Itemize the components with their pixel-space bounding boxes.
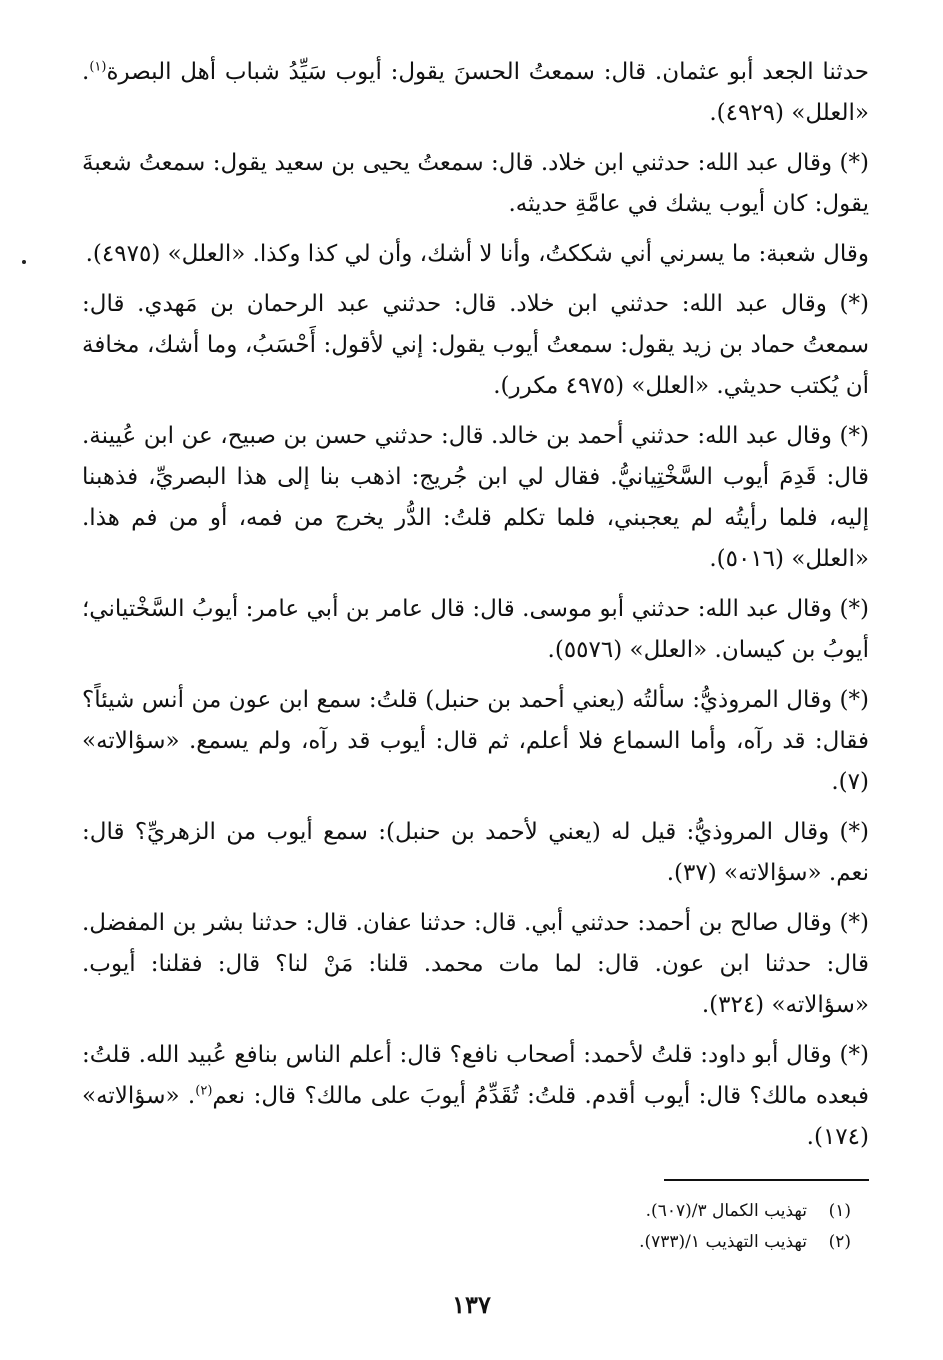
paragraph-citation: . «العلل» (٤٩٢٩). — [82, 59, 869, 126]
main-text — [82, 52, 869, 1158]
footnote-separator — [664, 1179, 869, 1181]
paragraph-6: (*) وقال عبد الله: حدثني أبو موسى. قال: قال عامر بن أبي عامر: أيوبُ السَّخْتياني؛ أيوبُ بن كيسان. «العلل» (٥٥٧٦). — [82, 596, 869, 663]
footnotes — [639, 1196, 851, 1258]
paragraph-text: (*) وقال أبو داود: قلتُ لأحمد: أصحاب نافع؟ قال: أعلم الناس بنافع عُبيد الله. قلتُ: فبعده مالك؟ قال: أيوب أقدم. قلتُ: تُقَدِّمُ أيوبَ على مالك؟ قال: نعم — [82, 1042, 869, 1109]
footnote-number: (١) — [828, 1201, 851, 1221]
paragraph-5: (*) وقال عبد الله: حدثني أحمد بن خالد. قال: حدثني حسن بن صبيح، عن ابن عُيينة. قال: قَدِمَ أيوب السَّخْتِيانيُّ. فقال لي ابن جُريج: اذهب بنا إلى هذا البصريِّ، فذهبنا إليه، فلما رأيتُه لم يعجبني، فلما تكلم قلتُ: الدُّر يخرج من فمه، أو من فم هذا. «العلل» (٥٠١٦). — [82, 423, 869, 572]
paragraph-1 — [82, 52, 869, 134]
page-number: ١٣٧ — [452, 1290, 491, 1319]
paragraph-7: (*) وقال المروذيُّ: سألتُه (يعني أحمد بن حنبل) قلتُ: سمع ابن عون من أنس شيئاً؟ فقال: قد رآه، وأما السماع فلا أعلم، ثم قال: أيوب قد رآه، ولم يسمع. «سؤالاته» (٧). — [82, 687, 869, 795]
paragraph-10 — [82, 1035, 869, 1158]
footnote-2 — [639, 1227, 851, 1258]
footnote-ref: (٢) — [195, 1083, 213, 1099]
footnote-text: تهذيب التهذيب ١/(٧٣٣). — [639, 1232, 807, 1252]
paragraph-text: حدثنا الجعد أبو عثمان. قال: سمعتُ الحسنَ يقول: أيوب سَيِّدُ شباب أهل البصرة — [106, 59, 869, 85]
paragraph-3: وقال شعبة: ما يسرني أني شككتُ، وأنا لا أشك، وأن لي كذا وكذا. «العلل» (٤٩٧٥). — [85, 241, 869, 267]
paragraph-citation: . «سؤالاته» (١٧٤). — [82, 1083, 869, 1150]
footnote-1 — [639, 1196, 851, 1227]
footnote-text: تهذيب الكمال ٣/(٦٠٧). — [645, 1201, 807, 1221]
margin-dot — [22, 260, 26, 264]
paragraph-2: (*) وقال عبد الله: حدثني ابن خلاد. قال: سمعتُ يحيى بن سعيد يقول: سمعتُ شعبةَ يقول: كان أيوب يشك في عامَّةِ حديثه. — [82, 150, 869, 217]
footnote-ref: (١) — [89, 59, 107, 75]
footnote-number: (٢) — [828, 1232, 851, 1252]
paragraph-4: (*) وقال عبد الله: حدثني ابن خلاد. قال: حدثني عبد الرحمان بن مَهدي. قال: سمعتُ حماد بن زيد يقول: سمعتُ أيوب يقول: إني لأقول: أَحْسَبُ، وما أشك، مخافة أن يُكتب حديثي. «العلل» (٤٩٧٥ مكرر). — [82, 291, 869, 399]
paragraph-9: (*) وقال صالح بن أحمد: حدثني أبي. قال: حدثنا عفان. قال: حدثنا بشر بن المفضل. قال: حدثنا ابن عون. قال: لما مات محمد. قلنا: مَنْ لنا؟ قال: فقلنا: أيوب. «سؤالاته» (٣٢٤). — [82, 910, 869, 1018]
paragraph-8: (*) وقال المروذيُّ: قيل له (يعني لأحمد بن حنبل): سمع أيوب من الزهريِّ؟ قال: نعم. «سؤالاته» (٣٧). — [82, 819, 869, 886]
